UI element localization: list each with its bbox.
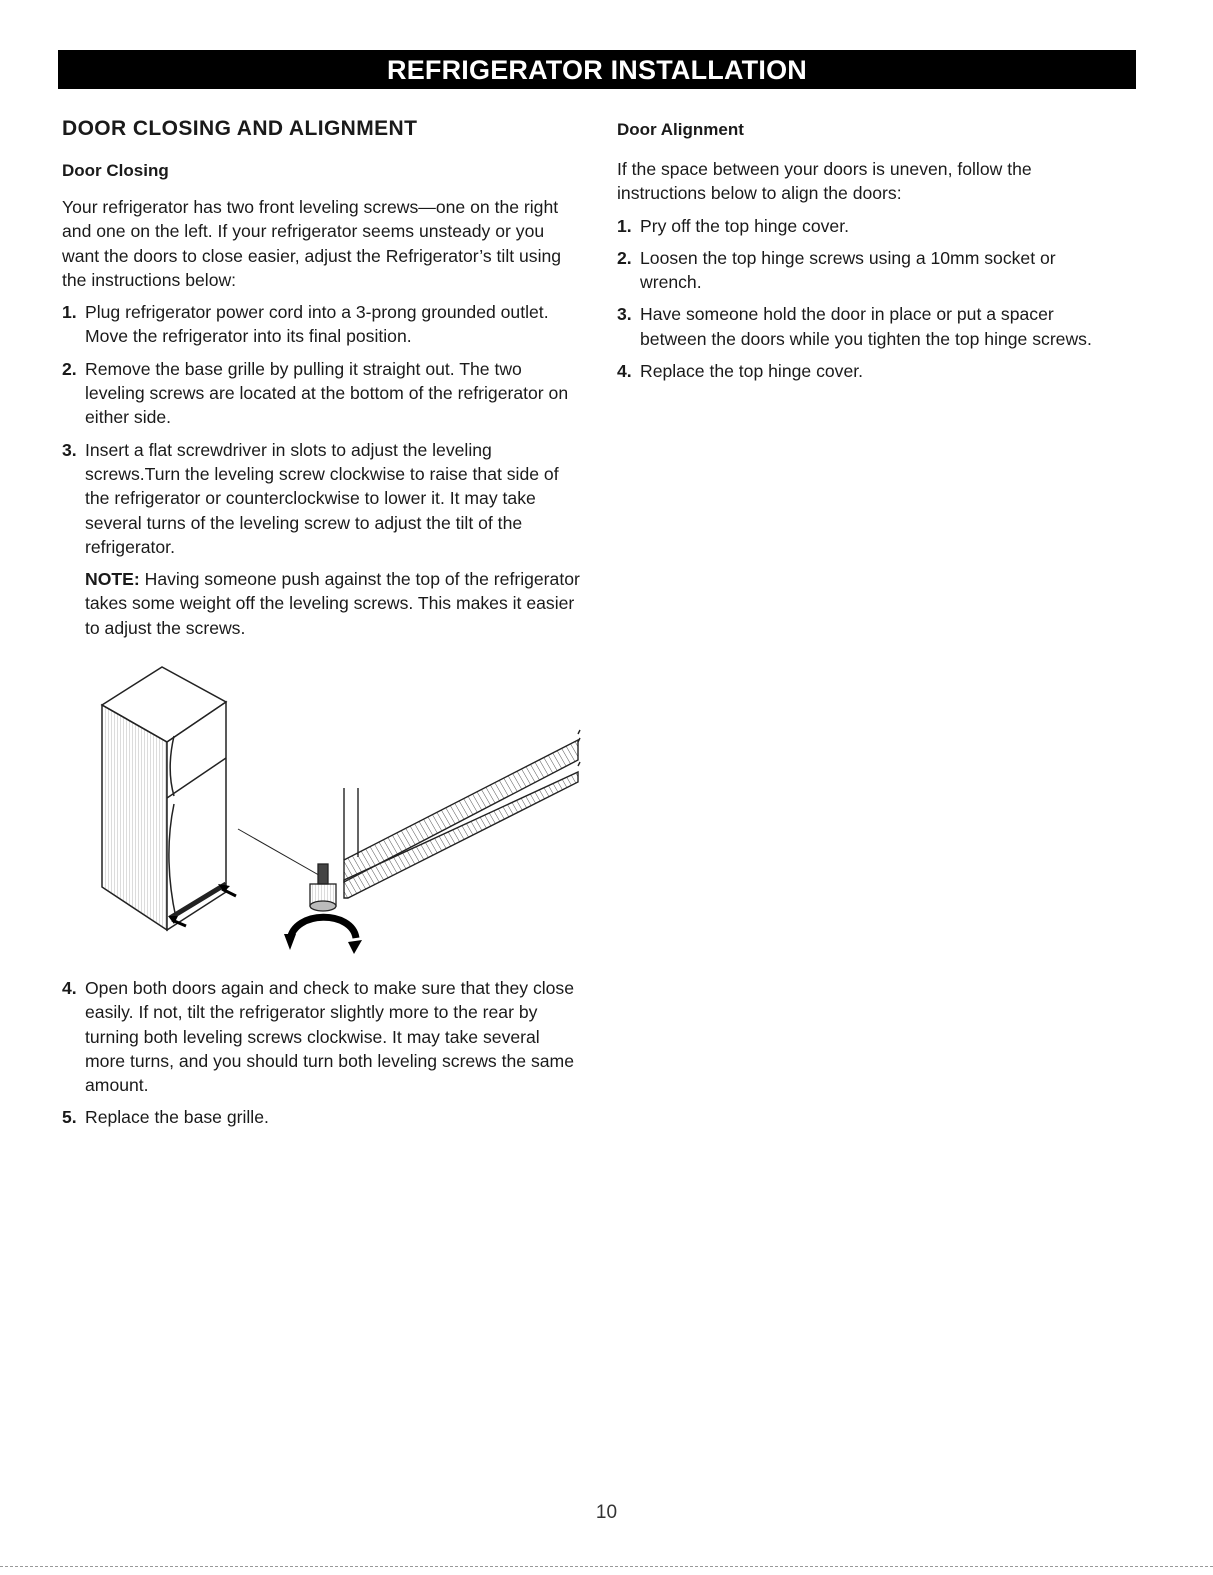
alignment-intro: If the space between your doors is uneven, follow the instructions below to align the doors: xyxy=(617,159,1032,204)
right-column xyxy=(617,117,1107,391)
step-text: Pry off the top hinge cover. xyxy=(640,215,849,236)
subheading-door-closing: Door Closing xyxy=(62,161,169,180)
refrigerator-icon xyxy=(102,667,226,930)
step-item xyxy=(62,438,584,559)
step-text: Replace the top hinge cover. xyxy=(640,361,864,382)
step-number: 5. xyxy=(62,1107,77,1128)
step-item xyxy=(62,1105,584,1129)
page-number: 10 xyxy=(595,1502,618,1523)
note-paragraph xyxy=(62,567,584,640)
step-text: Open both doors again and check to make sure that they close easily. If not, tilt the refrigerator slightly more to the rear by turning both leveling screws clockwise. It may take several more turns, and you should turn both leveling screws the same amount. xyxy=(85,978,575,1096)
step-text: Have someone hold the door in place or put a spacer between the doors while you tighten the top hinge screws. xyxy=(640,304,1092,349)
step-number: 2. xyxy=(62,358,77,379)
step-number: 3. xyxy=(617,304,632,325)
step-text: Remove the base grille by pulling it straight out. The two leveling screws are located at the bottom of the refrigerator on either side. xyxy=(85,358,569,428)
step-text: Loosen the top hinge screws using a 10mm socket or wrench. xyxy=(640,247,1056,293)
left-column xyxy=(62,117,584,648)
step-text: Plug refrigerator power cord into a 3-prong grounded outlet. Move the refrigerator into its final position. xyxy=(85,302,549,347)
step-item xyxy=(62,357,584,430)
door-alignment-steps xyxy=(617,214,1107,384)
section-title: DOOR CLOSING AND ALIGNMENT xyxy=(62,117,418,140)
step-number: 4. xyxy=(62,978,77,998)
intro-paragraph: Your refrigerator has two front leveling screws—one on the right and one on the left. If your refrigerator seems unsteady or you want the doors to close easier, adjust the Refrigerator’s tilt using the instructions below: xyxy=(62,197,562,290)
door-closing-steps-continued xyxy=(62,976,584,1138)
step-item xyxy=(617,246,1107,295)
step-item xyxy=(617,359,1107,383)
step-number: 3. xyxy=(62,439,77,460)
step-item xyxy=(617,302,1107,351)
subheading-door-alignment: Door Alignment xyxy=(617,120,744,139)
step-number: 4. xyxy=(617,361,632,382)
step-number: 2. xyxy=(617,247,632,268)
step-number: 1. xyxy=(62,302,77,323)
step-number: 1. xyxy=(617,215,632,236)
steps-list xyxy=(62,976,584,1130)
step-item xyxy=(62,976,584,1097)
leveling-screw-icon xyxy=(310,864,336,911)
cabinet-base xyxy=(344,730,580,898)
step-text: Replace the base grille. xyxy=(85,1107,269,1128)
note-text: Having someone push against the top of the refrigerator takes some weight off the leveling screws. This makes it easier to adjust the screws. xyxy=(85,569,580,638)
bottom-divider xyxy=(0,1566,1213,1567)
step-text: Insert a flat screwdriver in slots to adjust the leveling screws.Turn the leveling screw clockwise to raise that side of the refrigerator or counterclockwise to lower it. It may take several turns of the leveling screw to adjust the tilt of the refrigerator. xyxy=(85,439,559,557)
step-item xyxy=(617,214,1107,238)
door-closing-steps xyxy=(62,300,584,559)
leveling-illustration xyxy=(90,662,590,962)
refrigerator-leveling-diagram xyxy=(90,662,590,962)
rotation-arrow-icon xyxy=(284,917,362,954)
step-item xyxy=(62,300,584,349)
page-banner: REFRIGERATOR INSTALLATION xyxy=(58,50,1136,89)
note-label: NOTE: xyxy=(85,569,140,590)
